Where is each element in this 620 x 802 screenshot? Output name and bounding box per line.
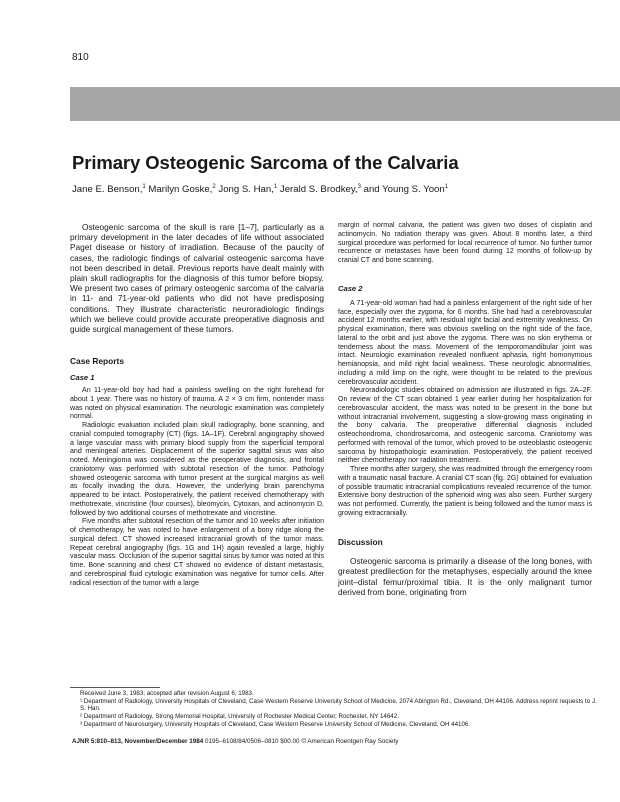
affiliation-mark: 1 [444, 183, 449, 190]
right-column [338, 222, 592, 598]
affiliation-mark: 3 [357, 183, 361, 190]
case1-continuation: margin of normal calvaria, the patient was given two doses of cisplatin and actinomycin. No radiation therapy was given. About 8 months later, a third surgical procedure was performed for local recurrence of tumor. No further tumor recurrence or metastases have been found during 12 months of follow-up by cranial CT and bone scanning. [338, 222, 592, 264]
footnote-affiliation: ¹ Department of Radiology, University Hospitals of Cleveland, Case Western Reserve University School of Medicine, 2074 Abington Rd., Cleveland, OH 44106. Address reprint requests to J. S. Han. [80, 697, 597, 713]
footnote-rule [70, 687, 160, 688]
affiliation-mark: 2 [212, 183, 216, 190]
page-number: 810 [72, 52, 89, 63]
author-name: Marilyn Goske, [148, 184, 213, 195]
discussion-paragraph: Osteogenic sarcoma is primarily a disease of the long bones, with greatest predilection for the metaphyses, especially around the knee joint–distal femur/proximal tibia. It is the only malignant tumor derived from bone, originating from [338, 555, 592, 597]
case1-paragraph: Radiologic evaluation included plain skull radiography, bone scanning, and cranial computed tomography (CT) (figs. 1A–1F). Cerebral angiography showed a large vascular mass with primary blood supply from the superficial temporal and meningeal arteries. Displacement of the superior sagittal sinus was also noted. Meningioma was considered as the preoperative diagnosis, and frontal craniotomy was performed with subtotal resection of the tumor. Pathology showed osteogenic sarcoma with tumor present at the surgical margins as well as focally invading the dura. However, the underlying brain parenchyma appeared to be intact. Postoperatively, the patient received chemotherapy with methotrexate, vincristine (four courses), bleomycin, Cytoxan, and actinomycin D, followed by two additional courses of methotrexate and vincristine. [70, 422, 324, 517]
footnote-affiliation: ³ Department of Neurosurgery, University Hospitals of Cleveland, Case Western Reserve University School of Medicine, Cleveland, OH 44106. [80, 720, 471, 728]
case2-paragraph: A 71-year-old woman had had a painless enlargement of the right side of her face, especially over the zygoma, for 6 months. She had had a cerebrovascular accident 12 months earlier, with residual right facial and extremity weakness. On physical examination, there was obvious swelling on the right side of the face, lateral to the orbit and just above the zygoma. There was no skin erythema or tenderness about the mass. Movement of the temporomandibular joint was intact. Neurologic examination revealed nonfluent aphasia, right homonymous hemianopsia, and mild right facial weakness. These neurologic abnormalities, including a mild limp on the right, were thought to be related to the previous cerebrovascular accident. [338, 299, 592, 386]
discussion-heading: Discussion [338, 536, 383, 547]
citation-rest: 0195–6108/84/0506–0810 $00.00 © American Roentgen Ray Society [205, 738, 399, 745]
header-band [70, 87, 620, 121]
journal-citation [72, 738, 398, 745]
author-name: Young S. Yoon [382, 184, 445, 195]
case1-paragraph: Five months after subtotal resection of the tumor and 10 weeks after initiation of chemotherapy, he was noted to have enlargement of a bony ridge along the surgical defect. CT showed increased intracranial growth of the tumor mass. Repeat cerebral angiography (figs. 1G and 1H) again revealed a large, highly vascular mass. Occlusion of the superior sagittal sinus by tumor was noted at this time. Bone scanning and chest CT showed no evidence of distant metastasis, and cerebrospinal fluid cytologic examination was negative for tumor cells. After radical resection of the tumor with a large [70, 518, 324, 587]
case2-paragraph: Three months after surgery, she was readmitted through the emergency room with a traumatic nasal fracture. A cranial CT scan (fig. 2G) obtained for evaluation of possible traumatic intracranial complications revealed recurrence of the tumor. Extensive bony destruction of the sphenoid wing was also seen. Further surgery was not performed. Currently, the patient is being followed and the tumor mass is growing extracranially. [338, 466, 592, 517]
author-name: Jerald S. Brodkey, [279, 184, 358, 195]
author-name: Jong S. Han, [218, 184, 274, 195]
case1-heading: Case 1 [70, 373, 95, 383]
author-name: Jane E. Benson, [72, 184, 143, 195]
footnote-received: Received June 3, 1983; accepted after revision August 6, 1983. [80, 690, 254, 697]
case2-heading: Case 2 [338, 283, 363, 293]
article-title: Primary Osteogenic Sarcoma of the Calvaria [72, 152, 459, 173]
left-column [70, 222, 324, 588]
case1-paragraph: An 11-year-old boy had had a painless swelling on the right forehead for about 1 year. There was no history of trauma. A 2 × 3 cm firm, nontender mass was noted on physical examination. The neurologic examination was completely normal. [70, 387, 324, 421]
abstract-paragraph: Osteogenic sarcoma of the skull is rare [1–7], particularly as a primary development in the later decades of life without associated Paget disease or history of irradiation. Because of the paucity of cases, the radiologic findings of calvarial osteogenic sarcoma have not been described in detail. Previous reports have dealt mainly with plain skull radiographs for the diagnosis of this tumor before biopsy. We present two cases of primary osteogenic sarcoma of the calvaria in 11- and 71-year-old patients who did not have predisposing conditions. They illustrate characteristic neuroradiologic findings which we believe could provide accurate preoperative diagnosis and guide surgical management of these tumors. [70, 222, 324, 335]
citation-journal: AJNR 5:810–813, November/December 1984 [72, 738, 204, 745]
affiliation-mark: 1 [142, 183, 146, 190]
footnotes [80, 690, 600, 729]
author-conjunction: and [363, 184, 380, 195]
case2-paragraph: Neuroradiologic studies obtained on admission are illustrated in figs. 2A–2F. On review of the CT scan obtained 1 year earlier during her hospitalization for cerebrovascular accident, the mass was noted to be present in the bone but without intracranial involvement, suggesting a slow-growing mass originating in the bony calvaria. The preoperative differential diagnosis included osteochondroma, chondrosarcoma, and osteogenic sarcoma. Craniotomy was performed with removal of the tumor, which proved to be osteoblastic osteogenic sarcoma by histopathologic examination. Postoperatively, the patient received neither chemotherapy nor radiation treatment. [338, 387, 592, 465]
author-list [72, 184, 448, 195]
footnote-affiliation: ² Department of Radiology, Strong Memorial Hospital, University of Rochester Medical Center, Rochester, NY 14642. [80, 713, 399, 721]
affiliation-mark: 1 [273, 183, 278, 190]
case-reports-heading: Case Reports [70, 356, 124, 367]
